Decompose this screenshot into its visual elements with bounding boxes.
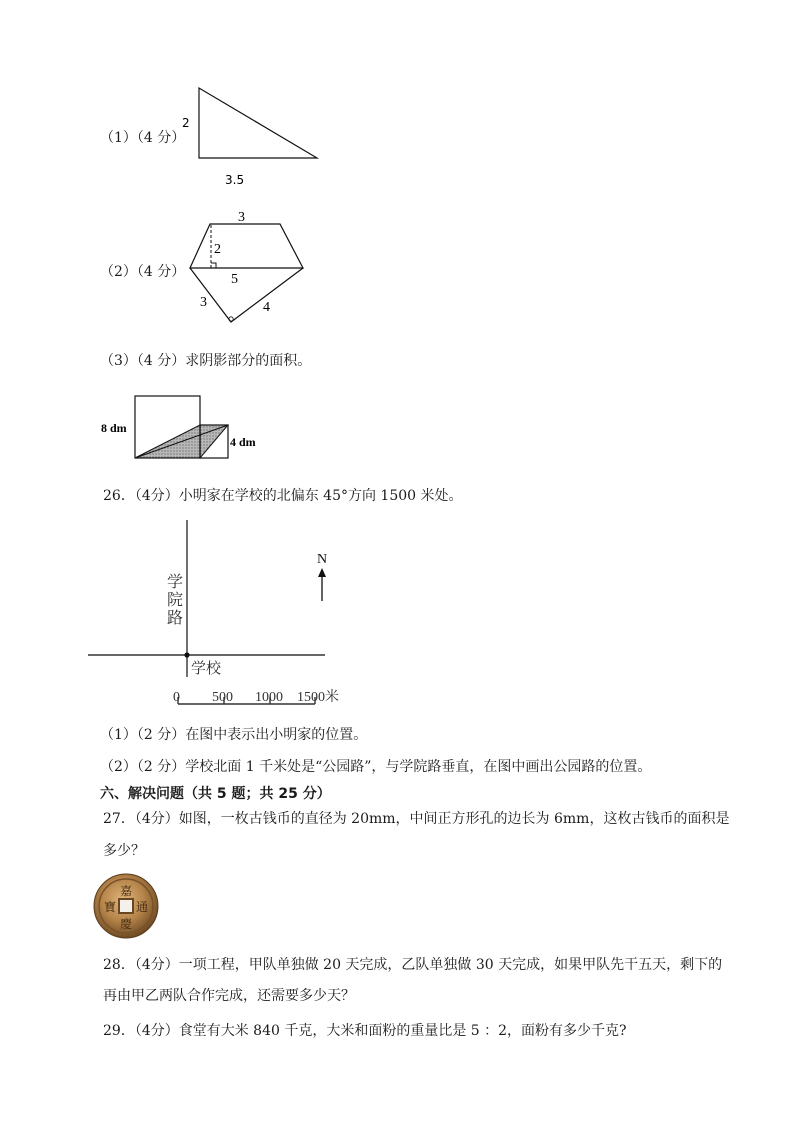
right-triangle-figure <box>170 80 340 195</box>
big-square-side-label: 8 dm <box>101 421 127 435</box>
triangle-right-leg-label: 4 <box>263 300 270 315</box>
scale-tick-500: 500 <box>212 690 233 705</box>
coin-char-bottom: 慶 <box>120 917 133 931</box>
road-char-1: 学 <box>167 572 184 591</box>
coin-char-left: 寶 <box>104 900 117 914</box>
q28-line2: 再由甲乙两队合作完成，还需要多少天？ <box>103 988 355 1004</box>
scale-tick-1000: 1000 <box>255 690 283 705</box>
road-char-3: 路 <box>167 608 184 627</box>
trapezoid-top-label: 3 <box>238 210 245 225</box>
q26-title: 26．（4分）小明家在学校的北偏东 45°方向 1500 米处。 <box>103 488 463 504</box>
q25-part2-label: （2）（4 分） <box>100 264 186 280</box>
small-square-side-label: 4 dm <box>230 435 256 449</box>
q26-sub1: （1）（2 分）在图中表示出小明家的位置。 <box>100 727 368 743</box>
q25-part3-label: （3）（4 分）求阴影部分的面积。 <box>100 353 312 369</box>
triangle-left-leg-label: 3 <box>200 295 207 310</box>
scale-tick-1500: 1500米 <box>297 690 339 705</box>
triangle-base-label: 3.5 <box>225 173 245 187</box>
q28-line1: 28．（4分）一项工程，甲队单独做 20 天完成，乙队单独做 30 天完成，如果甲队先干五天，剩下的 <box>103 957 723 973</box>
road-char-2: 院 <box>167 590 184 609</box>
coin-char-top: 嘉 <box>120 884 133 898</box>
school-map-figure <box>85 515 365 710</box>
coin-char-right: 通 <box>136 900 149 914</box>
q27-line2: 多少？ <box>103 843 145 859</box>
trapezoid-height-label: 2 <box>214 242 221 257</box>
shaded-squares-figure <box>95 390 270 465</box>
school-label: 学校 <box>191 659 222 677</box>
q29-line1: 29．（4分）食堂有大米 840 千克，大米和面粉的重量比是 5 ：2，面粉有多少千克? <box>103 1023 627 1039</box>
q25-part1-label: （1）（4 分） <box>100 130 186 146</box>
q27-line1: 27．（4分）如图，一枚古钱币的直径为 20mm，中间正方形孔的边长为 6mm，这枚古钱币的面积是 <box>103 811 730 827</box>
trapezoid-base-label: 5 <box>231 272 238 287</box>
section-6-title: 六、解决问题（共 5 题；共 25 分） <box>100 786 331 802</box>
triangle-height-label: 2 <box>182 116 190 130</box>
q26-sub2: （2）（2 分）学校北面 1 千米处是“公园路”，与学院路垂直，在图中画出公园路的位置。 <box>100 759 652 775</box>
ancient-coin-image <box>93 873 159 939</box>
north-label: N <box>317 552 328 567</box>
trapezoid-triangle-figure <box>180 205 320 330</box>
scale-tick-0: 0 <box>173 690 180 705</box>
